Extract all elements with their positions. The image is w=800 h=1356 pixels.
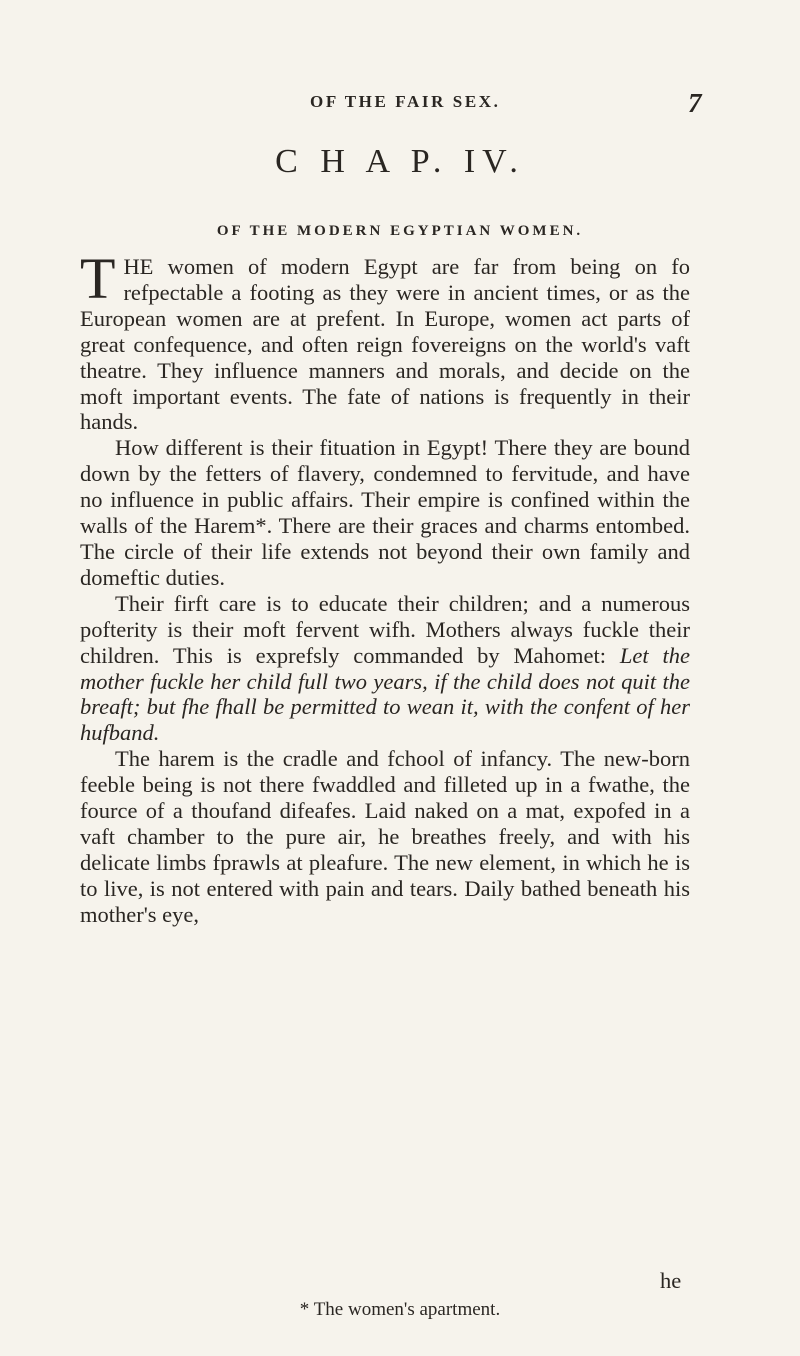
catchword: he [660,1268,682,1293]
paragraph-4: The harem is the cradle and fchool of infancy. The new-born feeble being is not there fwaddled and filleted up in a fwathe, the fource of a thoufand difeafes. Laid naked on a mat, expofed in a vaft chamber to the pure air, he breathes freely, and with his delicate limbs fprawls at pleafure. The new element, in which he is to live, is not entered with pain and tears. Daily bathed beneath his mother's eye, [80,746,690,927]
drop-cap: T [80,246,116,311]
footnote: * The women's apartment. [299,1299,501,1320]
paragraph-3-text: Their firft care is to educate their children; and a numerous pofterity is their moft fervent wifh. Mothers always fuckle their children. This is exprefsly commanded by Mahomet: [80,590,690,668]
running-title: OF THE FAIR SEX. [310,92,501,111]
chapter-heading: C H A P. IV. [275,143,525,180]
quoted-passage: Let the mother fuckle her child full two years, if the child does not quit the breaft; but fhe fhall be permitted to wean it, with the confent of her hufband. [80,642,691,746]
paragraph-2: How different is their fituation in Egypt! There they are bound down by the fetters of flavery, condemned to fervitude, and have no influence in public affairs. Their empire is confined within the walls of the Harem*. There are their graces and charms entombed. The circle of their life extends not beyond their own family and domeftic duties. [80,435,690,590]
paragraph-1-text: HE women of modern Egypt are far from being on fo refpectable a footing as they were in ancient times, or as the European women are at prefent. In Europe, women act parts of great confequence, and often reign fovereigns on the world's vaft theatre. They influence manners and morals, and decide on the moft important events. The fate of nations is frequently in their hands. [80,254,690,435]
paragraph-1 [80,246,690,435]
running-head [0,88,800,122]
page-number: 7 [688,88,702,118]
body-text [80,246,691,928]
section-title: OF THE MODERN EGYPTIAN WOMEN. [216,223,584,239]
paragraph-3 [80,591,690,746]
